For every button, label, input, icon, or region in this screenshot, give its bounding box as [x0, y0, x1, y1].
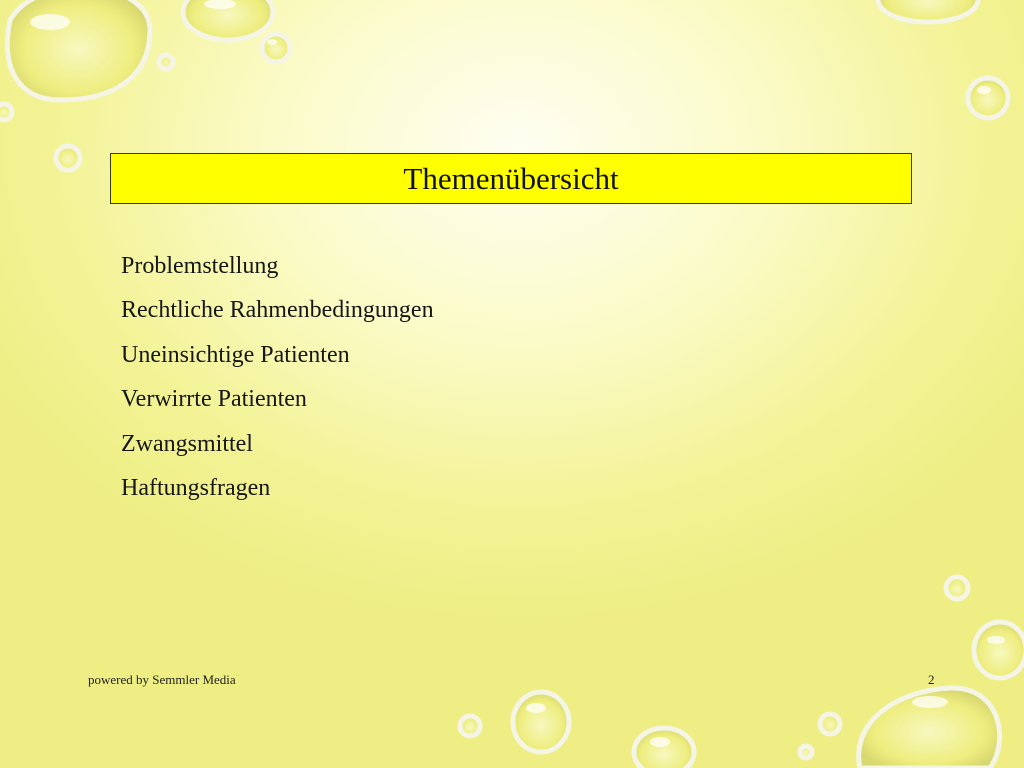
slide-title-box [110, 153, 912, 204]
water-drop [0, 104, 12, 120]
water-drop [634, 728, 694, 768]
slide-title: Themenübersicht [403, 160, 619, 196]
water-drop [968, 78, 1008, 118]
water-drop [820, 714, 840, 734]
topic-item: Zwangsmittel [121, 430, 253, 457]
water-drop [878, 0, 978, 22]
topic-item: Verwirrte Patienten [121, 386, 307, 413]
topic-item: Problemstellung [121, 253, 279, 279]
water-drop [460, 716, 480, 736]
water-drop [800, 746, 812, 758]
water-drop [262, 34, 290, 62]
water-drop [974, 622, 1024, 678]
topic-item: Uneinsichtige Patienten [121, 341, 350, 368]
topic-list [121, 244, 434, 510]
water-drop [56, 146, 80, 170]
page-number: 2 [928, 672, 935, 687]
topic-item: Rechtliche Rahmenbedingungen [121, 297, 434, 324]
water-drop [159, 55, 173, 69]
footer-credit: powered by Semmler Media [88, 672, 236, 687]
water-drop [946, 577, 968, 599]
topic-item: Haftungsfragen [121, 475, 271, 502]
water-drop [7, 0, 150, 100]
water-drop [513, 692, 569, 752]
